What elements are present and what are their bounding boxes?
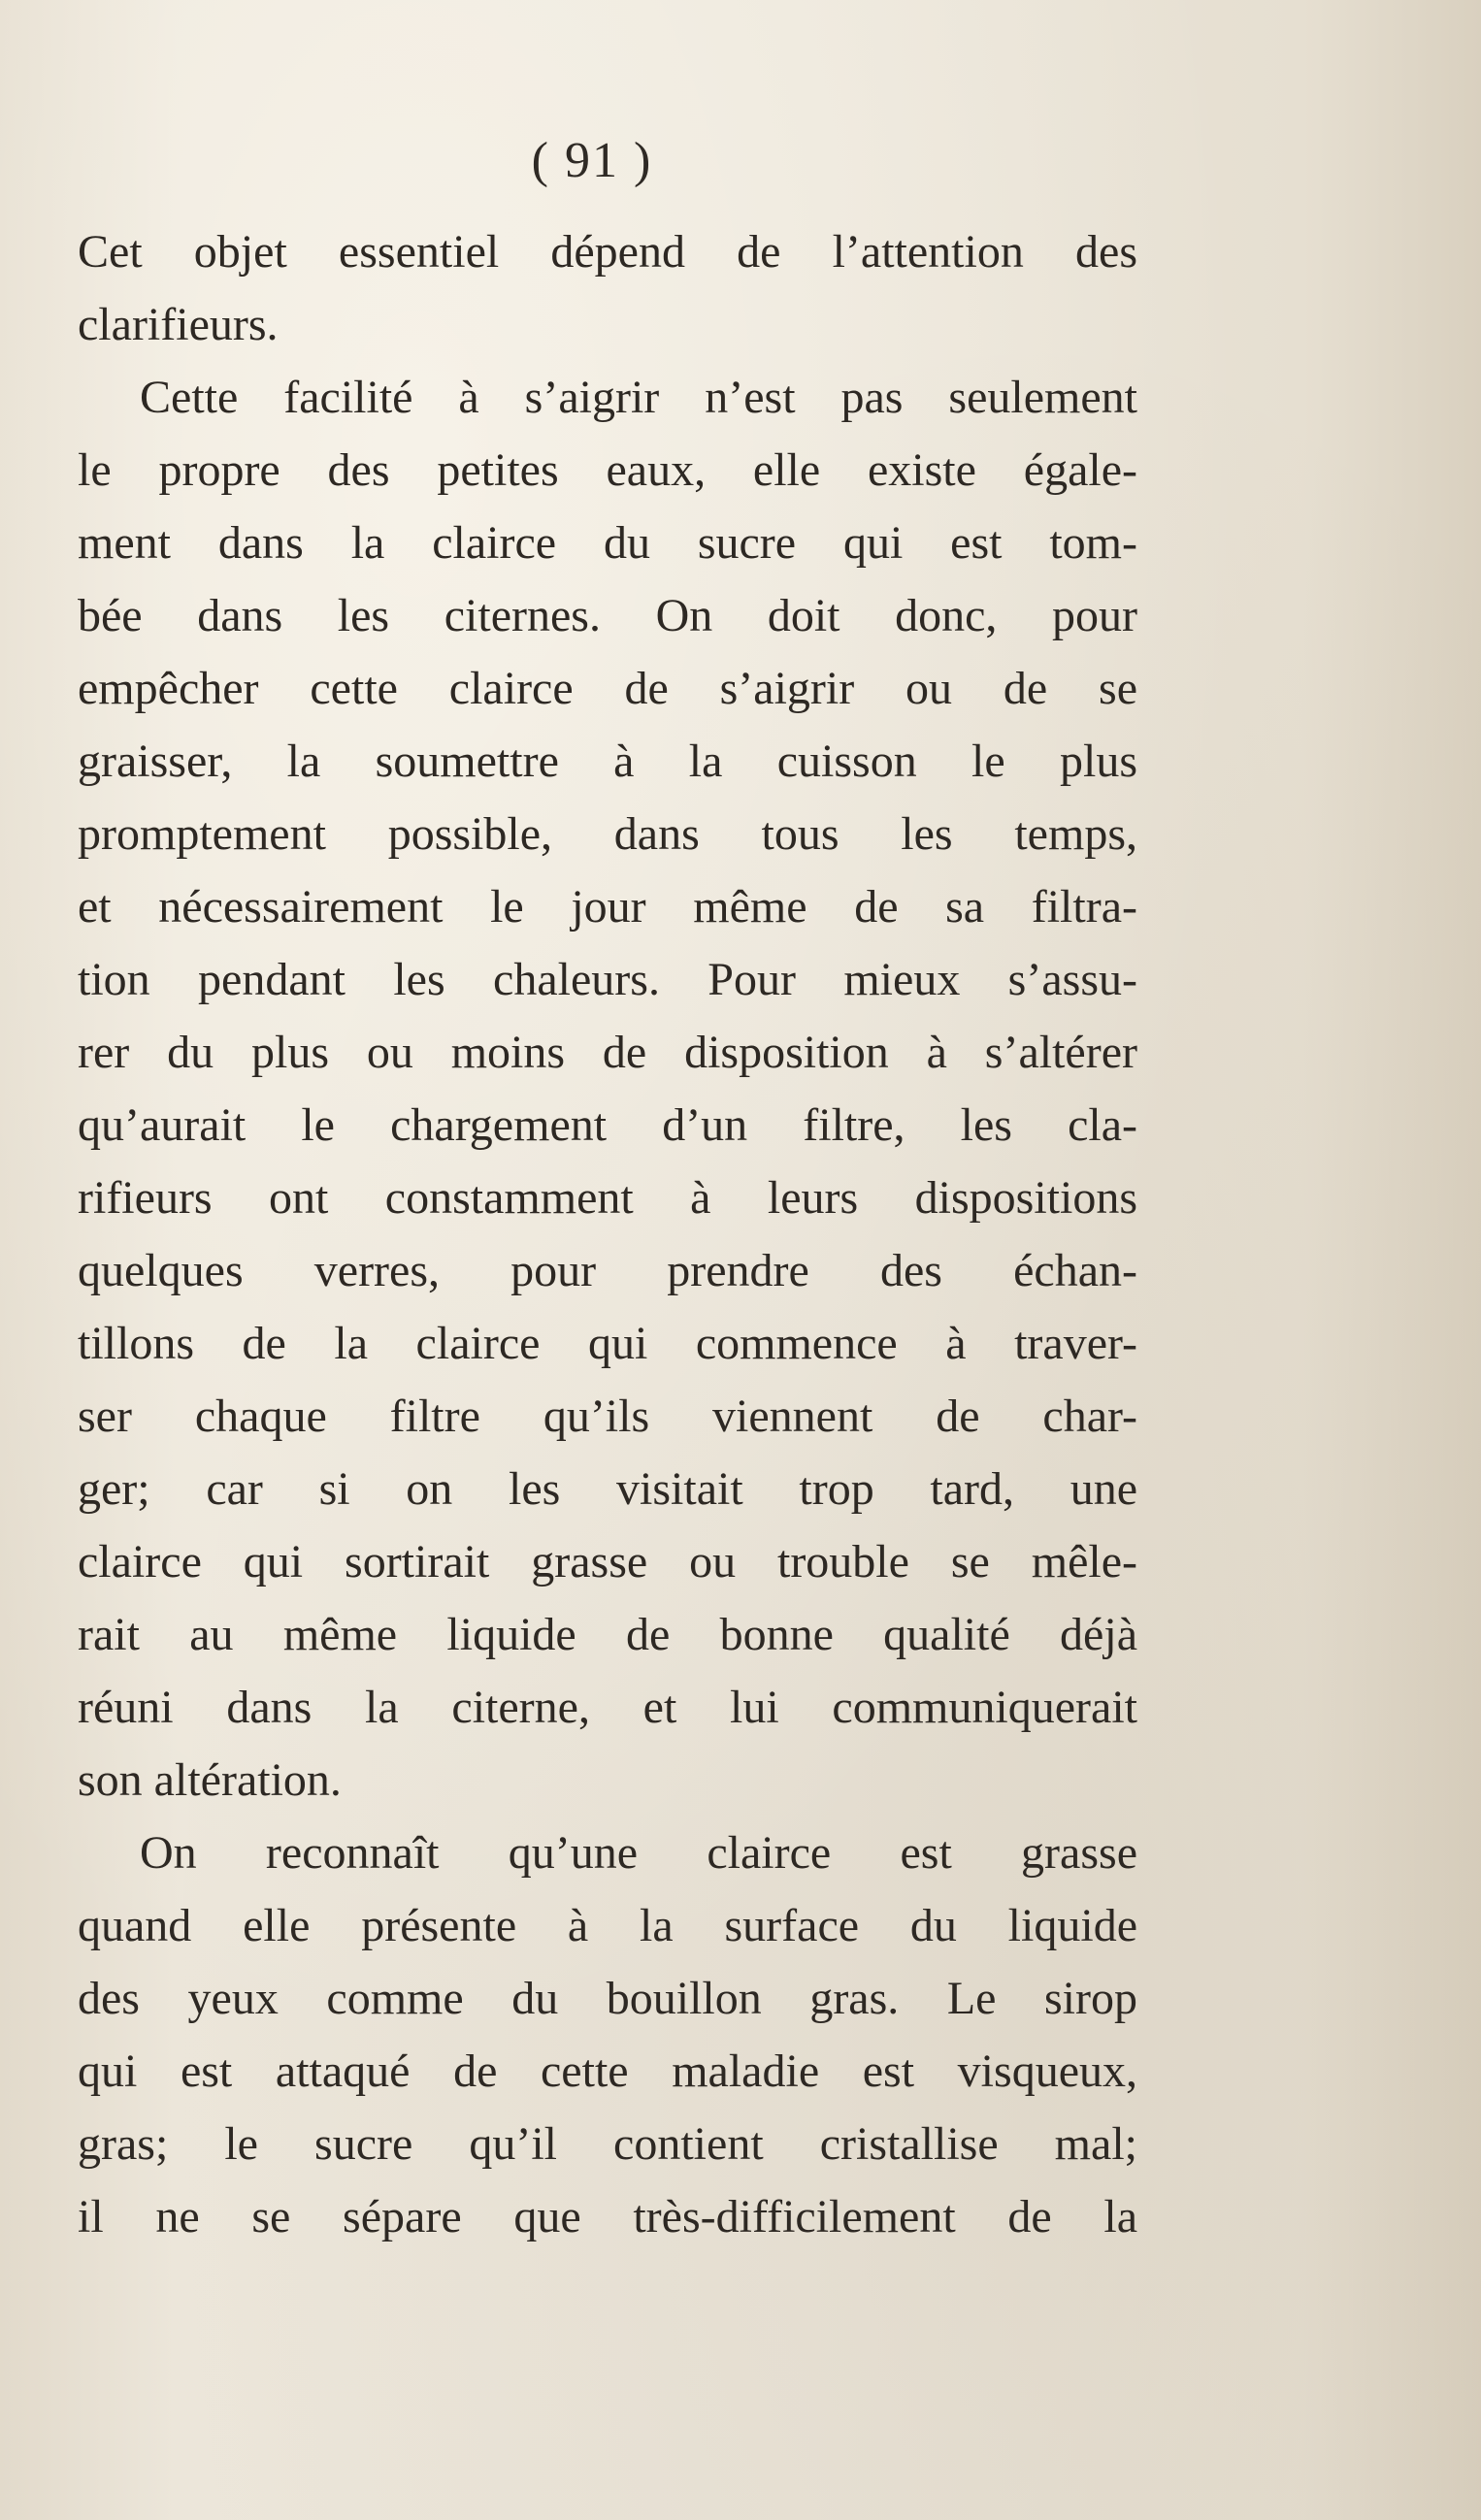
body-text: [78, 215, 1137, 2253]
text-line: empêcher cette clairce de s’aigrir ou de se: [78, 663, 1137, 714]
text-line: bée dans les citernes. On doit donc, pour: [78, 590, 1137, 641]
text-line: réuni dans la citerne, et lui communiquerait: [78, 1682, 1137, 1733]
text-line: clarifieurs.: [78, 299, 279, 350]
text-line: rer du plus ou moins de disposition à s’altérer: [78, 1027, 1137, 1078]
text-line: qui est attaqué de cette maladie est visqueux,: [78, 2045, 1137, 2097]
text-line: son altération.: [78, 1754, 342, 1806]
text-line: gras; le sucre qu’il contient cristallise mal;: [78, 2118, 1137, 2170]
text-line: rait au même liquide de bonne qualité déjà: [78, 1609, 1137, 1660]
text-line: il ne se sépare que très-difficilement de la: [78, 2191, 1137, 2242]
text-line: le propre des petites eaux, elle existe égale-: [78, 444, 1137, 496]
text-line: On reconnaît qu’une clairce est grasse: [140, 1827, 1137, 1879]
text-line: rifieurs ont constamment à leurs dispositions: [78, 1172, 1137, 1224]
text-line: qu’aurait le chargement d’un filtre, les cla-: [78, 1099, 1137, 1151]
text-line: quand elle présente à la surface du liquide: [78, 1900, 1137, 1951]
text-line: ser chaque filtre qu’ils viennent de char-: [78, 1391, 1137, 1442]
text-line: Cette facilité à s’aigrir n’est pas seulement: [140, 372, 1137, 423]
text-line: graisser, la soumettre à la cuisson le plus: [78, 736, 1137, 787]
text-line: Cet objet essentiel dépend de l’attention des: [78, 226, 1137, 278]
text-line: et nécessairement le jour même de sa filtra-: [78, 881, 1137, 933]
text-line: clairce qui sortirait grasse ou trouble se mêle-: [78, 1536, 1137, 1587]
text-line: quelques verres, pour prendre des échan-: [78, 1245, 1137, 1296]
text-line: tion pendant les chaleurs. Pour mieux s’assu-: [78, 954, 1137, 1005]
page-number: ( 91 ): [531, 133, 653, 188]
text-line: ment dans la clairce du sucre qui est tom-: [78, 517, 1137, 569]
text-line: tillons de la clairce qui commence à traver-: [78, 1318, 1137, 1369]
text-line: ger; car si on les visitait trop tard, une: [78, 1463, 1137, 1515]
text-line: des yeux comme du bouillon gras. Le sirop: [78, 1973, 1137, 2024]
text-line: promptement possible, dans tous les temps,: [78, 808, 1137, 860]
